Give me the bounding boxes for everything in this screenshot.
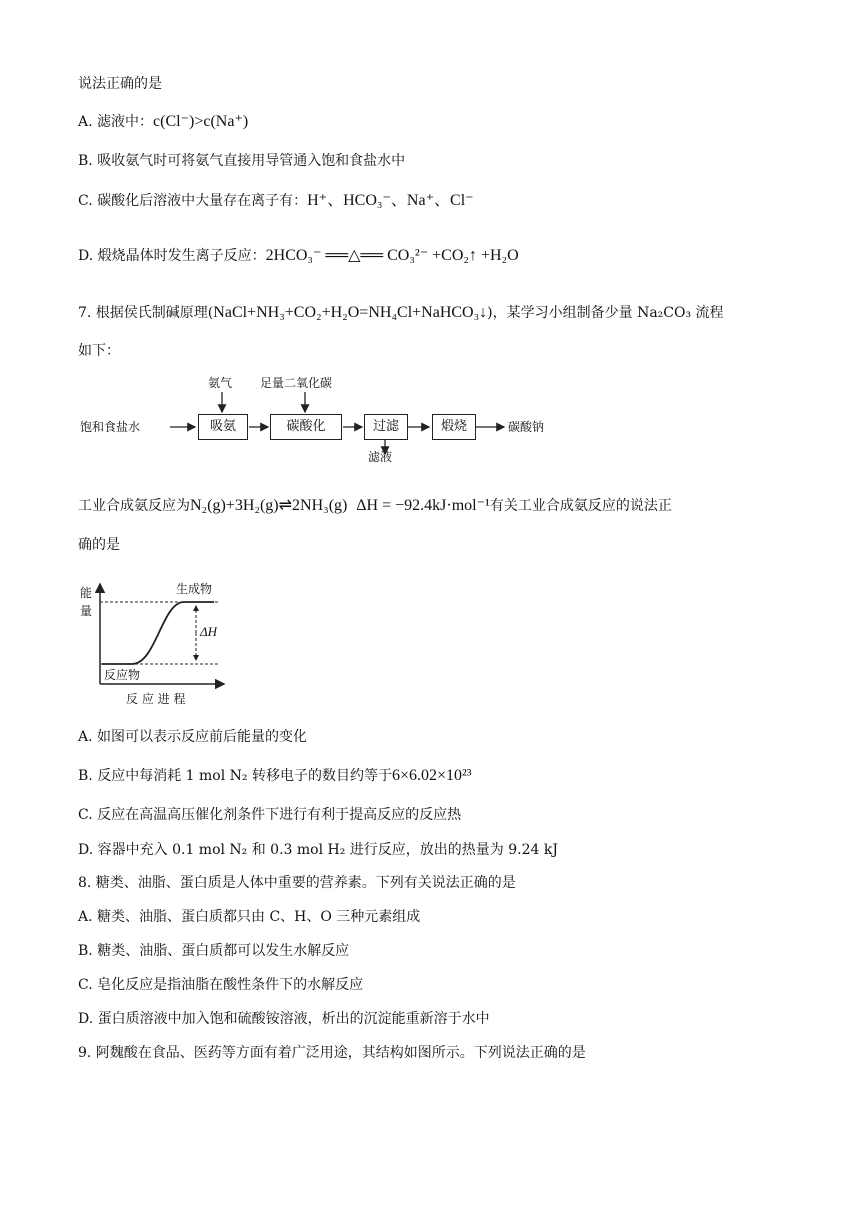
q8-option-d: D. 蛋白质溶液中加入饱和硫酸铵溶液，析出的沉淀能重新溶于水中 bbox=[78, 1011, 490, 1027]
q7-stem bbox=[78, 303, 724, 323]
flow-step-absorb: 吸氨 bbox=[198, 414, 248, 440]
q7-option-b bbox=[78, 766, 472, 786]
flow-input-co2: 足量二氧化碳 bbox=[260, 376, 333, 390]
q7-option-a: A. 如图可以表示反应前后能量的变化 bbox=[78, 729, 308, 745]
q7-synthesis-line2: 确的是 bbox=[78, 537, 120, 553]
q6-option-c bbox=[78, 191, 474, 211]
q7-synthesis-line bbox=[78, 496, 672, 516]
q7-option-b-formula: 6×6.02×10²³ bbox=[391, 767, 472, 784]
q6-option-a bbox=[78, 112, 248, 132]
q7-synthesis-pre: 工业合成氨反应为 bbox=[78, 498, 190, 514]
q9-stem: 9. 阿魏酸在食品、医药等方面有着广泛用途，其结构如图所示。下列说法正确的是 bbox=[78, 1045, 586, 1061]
q6-option-d-formula: 2HCO₃⁻ ══△══ CO₃²⁻ +CO₂↑ +H₂O bbox=[265, 247, 519, 264]
q7-option-b-label: B. 反应中每消耗 1 mol N₂ 转移电子的数目约等于 bbox=[78, 768, 392, 784]
energy-products-label: 生成物 bbox=[176, 582, 213, 596]
q8-option-b: B. 糖类、油脂、蛋白质都可以发生水解反应 bbox=[78, 943, 350, 959]
flow-start-label: 饱和食盐水 bbox=[80, 420, 141, 434]
q6-option-c-label: C. 碳酸化后溶液中大量存在离子有： bbox=[78, 193, 308, 209]
q7-stem-line2: 如下： bbox=[78, 343, 120, 359]
q7-stem-equation: NaCl+NH₃+CO₂+H₂O=NH₄Cl+NaHCO₃↓ bbox=[213, 304, 488, 321]
flow-step-carbonate: 碳酸化 bbox=[270, 414, 342, 440]
q7-option-d: D. 容器中充入 0.1 mol N₂ 和 0.3 mol H₂ 进行反应，放出的热量为 9.24 kJ bbox=[78, 842, 558, 858]
flow-step-filter: 过滤 bbox=[364, 414, 408, 440]
q6-option-a-label: A. 滤液中： bbox=[78, 114, 154, 130]
q8-option-a: A. 糖类、油脂、蛋白质都只由 C、H、O 三种元素组成 bbox=[78, 909, 421, 925]
flow-end-label: 碳酸钠 bbox=[508, 420, 545, 434]
energy-diagram bbox=[80, 578, 230, 710]
q6-option-d-label: D. 煅烧晶体时发生离子反应： bbox=[78, 248, 266, 264]
q6-option-b: B. 吸收氨气时可将氨气直接用导管通入饱和食盐水中 bbox=[78, 153, 406, 169]
q6-intro: 说法正确的是 bbox=[78, 76, 162, 92]
q7-synthesis-equation: N₂(g)+3H₂(g)⇌2NH₃(g) bbox=[190, 497, 348, 514]
energy-delta-label: ΔH bbox=[200, 624, 218, 639]
q7-stem-pre: 7. 根据侯氏制碱原理( bbox=[78, 305, 214, 321]
flow-input-ammonia: 氨气 bbox=[208, 376, 233, 390]
q6-option-a-formula: c(Cl⁻)>c(Na⁺) bbox=[153, 113, 249, 130]
flow-step-calcine: 煅烧 bbox=[432, 414, 476, 440]
q7-option-c: C. 反应在高温高压催化剂条件下进行有利于提高反应的反应热 bbox=[78, 807, 462, 823]
energy-y-label: 能量 bbox=[80, 586, 93, 618]
q8-stem: 8. 糖类、油脂、蛋白质是人体中重要的营养素。下列有关说法正确的是 bbox=[78, 875, 516, 891]
q6-option-d bbox=[78, 246, 519, 266]
q7-stem-post: )，某学习小组制备少量 Na₂CO₃ 流程 bbox=[487, 305, 724, 321]
energy-reactants-label: 反应物 bbox=[104, 668, 141, 682]
flow-output-filtrate: 滤液 bbox=[368, 450, 393, 464]
q7-synthesis-dh: ΔH = −92.4kJ·mol⁻¹ bbox=[356, 497, 490, 514]
flow-diagram bbox=[80, 372, 550, 462]
q7-synthesis-post: 有关工业合成氨反应的说法正 bbox=[489, 498, 672, 514]
energy-x-label: 反 应 进 程 bbox=[126, 692, 186, 706]
q6-option-c-formula: H⁺、HCO₃⁻、Na⁺、Cl⁻ bbox=[307, 192, 474, 209]
q8-option-c: C. 皂化反应是指油脂在酸性条件下的水解反应 bbox=[78, 977, 364, 993]
